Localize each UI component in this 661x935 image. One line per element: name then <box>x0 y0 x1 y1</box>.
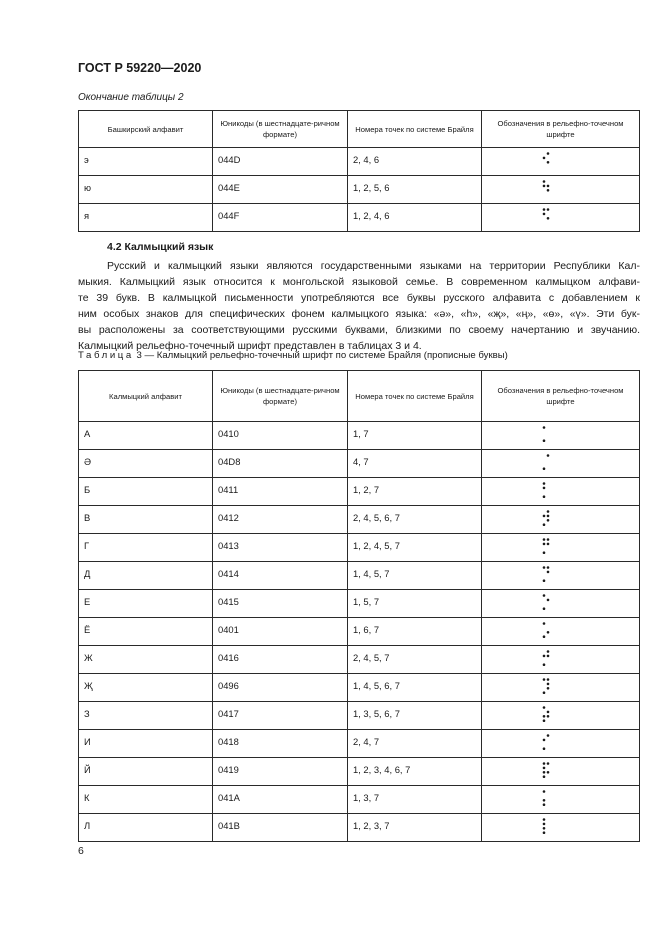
braille-dot <box>547 454 550 457</box>
braille-symbol <box>482 786 639 813</box>
braille-dot <box>547 650 550 653</box>
braille-dot <box>543 827 546 830</box>
letter-cell: Ж <box>79 646 213 674</box>
braille-dot <box>543 185 546 188</box>
braille-dot <box>543 635 546 638</box>
braille-dot <box>547 771 550 774</box>
table2-header-dots: Номера точек по системе Брайля <box>348 111 482 148</box>
braille-dot <box>547 208 550 211</box>
table2-body <box>79 148 640 232</box>
braille-dot <box>543 691 546 694</box>
braille-symbol-cell <box>482 674 640 702</box>
table-row <box>79 562 640 590</box>
braille-dot <box>543 719 546 722</box>
braille-symbol-cell <box>482 422 640 450</box>
letter-cell: я <box>79 204 213 232</box>
braille-dot <box>547 599 550 602</box>
braille-symbol <box>482 422 639 449</box>
braille-dot <box>547 152 550 155</box>
braille-symbol <box>482 674 639 701</box>
braille-cell-icon <box>542 733 554 755</box>
braille-dot <box>543 426 546 429</box>
braille-cell-icon <box>542 593 554 615</box>
table-row <box>79 422 640 450</box>
braille-symbol-cell <box>482 646 640 674</box>
braille-dot <box>543 467 546 470</box>
braille-dot <box>543 495 546 498</box>
braille-dot <box>543 566 546 569</box>
table2-header-alphabet: Башкирский алфавит <box>79 111 213 148</box>
table3-title-text: 3 — Калмыцкий рельефно-точечный шрифт по системе Брайля (прописные буквы) <box>136 350 508 361</box>
braille-symbol-cell <box>482 618 640 646</box>
braille-symbol <box>482 204 639 231</box>
table-row <box>79 814 640 842</box>
braille-cell-icon <box>542 621 554 643</box>
table-3 <box>78 370 640 842</box>
braille-dot <box>547 571 550 574</box>
letter-cell: ю <box>79 176 213 204</box>
unicode-cell: 0418 <box>213 730 348 758</box>
table-row <box>79 674 640 702</box>
dot-numbers-cell: 1, 2, 4, 6 <box>348 204 482 232</box>
unicode-cell: 04D8 <box>213 450 348 478</box>
dot-numbers-cell: 1, 4, 5, 7 <box>348 562 482 590</box>
braille-dot <box>543 790 546 793</box>
braille-dot <box>543 157 546 160</box>
dot-numbers-cell: 1, 2, 7 <box>348 478 482 506</box>
table3-header-dots: Номера точек по системе Брайля <box>348 371 482 422</box>
letter-cell: К <box>79 786 213 814</box>
table-row <box>79 148 640 176</box>
braille-dot <box>543 739 546 742</box>
braille-symbol <box>482 646 639 673</box>
table-row <box>79 646 640 674</box>
paragraph-line: Русский и калмыцкий языки являются государственными языками на территории Республики Кал- <box>107 260 640 272</box>
braille-symbol-cell <box>482 786 640 814</box>
table-row <box>79 534 640 562</box>
table-row <box>79 618 640 646</box>
braille-dot <box>547 631 550 634</box>
braille-dot <box>547 543 550 546</box>
unicode-cell: 0410 <box>213 422 348 450</box>
braille-dot <box>543 180 546 183</box>
braille-dot <box>543 439 546 442</box>
braille-symbol-cell <box>482 814 640 842</box>
table3-header-alphabet: Калмыцкий алфавит <box>79 371 213 422</box>
unicode-cell: 0411 <box>213 478 348 506</box>
table3-header-braille: Обозначения в рельефно-точечном шрифте <box>482 371 640 422</box>
braille-cell-icon <box>542 425 554 447</box>
letter-cell: э <box>79 148 213 176</box>
braille-dot <box>543 771 546 774</box>
braille-symbol <box>482 148 639 175</box>
braille-symbol <box>482 534 639 561</box>
braille-cell-icon <box>542 761 554 783</box>
braille-dot <box>543 799 546 802</box>
paragraph-line: мыкия. Калмыцкий язык относится к монгольской языковой семье. В современном калмыцком алфави- <box>78 276 640 288</box>
unicode-cell: 0413 <box>213 534 348 562</box>
braille-dot <box>543 775 546 778</box>
dot-numbers-cell: 1, 2, 3, 7 <box>348 814 482 842</box>
braille-dot <box>543 663 546 666</box>
braille-dot <box>543 579 546 582</box>
page-number: 6 <box>78 845 84 857</box>
braille-symbol <box>482 618 639 645</box>
braille-dot <box>543 482 546 485</box>
letter-cell: И <box>79 730 213 758</box>
braille-dot <box>547 161 550 164</box>
paragraph-line: Калмыцкий рельефно-точечный шрифт представлен в таблицах 3 и 4. <box>78 340 422 352</box>
dot-numbers-cell: 1, 2, 3, 4, 6, 7 <box>348 758 482 786</box>
table-row <box>79 730 640 758</box>
braille-dot <box>547 515 550 518</box>
braille-dot <box>543 823 546 826</box>
braille-cell-icon <box>542 207 554 229</box>
braille-dot <box>547 687 550 690</box>
braille-dot <box>543 678 546 681</box>
braille-dot <box>543 747 546 750</box>
braille-dot <box>543 487 546 490</box>
braille-cell-icon <box>542 817 554 839</box>
braille-dot <box>543 538 546 541</box>
dot-numbers-cell: 1, 6, 7 <box>348 618 482 646</box>
braille-dot <box>547 185 550 188</box>
table3-header-row <box>79 371 640 422</box>
dot-numbers-cell: 1, 2, 5, 6 <box>348 176 482 204</box>
table2-header-unicode: Юникоды (в шестнадцате-ричном формате) <box>213 111 348 148</box>
letter-cell: Л <box>79 814 213 842</box>
braille-dot <box>543 655 546 658</box>
braille-dot <box>547 538 550 541</box>
table2-header-row <box>79 111 640 148</box>
braille-cell-icon <box>542 179 554 201</box>
braille-dot <box>543 762 546 765</box>
letter-cell: Җ <box>79 674 213 702</box>
unicode-cell: 0412 <box>213 506 348 534</box>
braille-dot <box>543 213 546 216</box>
braille-symbol <box>482 562 639 589</box>
table-row <box>79 478 640 506</box>
unicode-cell: 0414 <box>213 562 348 590</box>
braille-dot <box>547 217 550 220</box>
letter-cell: А <box>79 422 213 450</box>
braille-symbol <box>482 702 639 729</box>
dot-numbers-cell: 2, 4, 6 <box>348 148 482 176</box>
braille-dot <box>547 715 550 718</box>
braille-dot <box>543 594 546 597</box>
table-row <box>79 176 640 204</box>
braille-dot <box>547 683 550 686</box>
braille-cell-icon <box>542 453 554 475</box>
braille-symbol <box>482 730 639 757</box>
braille-dot <box>547 711 550 714</box>
letter-cell: Б <box>79 478 213 506</box>
unicode-cell: 041A <box>213 786 348 814</box>
braille-dot <box>547 678 550 681</box>
braille-cell-icon <box>542 705 554 727</box>
braille-symbol <box>482 176 639 203</box>
table3-title-prefix: Таблица <box>78 350 134 361</box>
table-row <box>79 506 640 534</box>
table-row <box>79 702 640 730</box>
braille-dot <box>547 189 550 192</box>
braille-cell-icon <box>542 565 554 587</box>
braille-symbol-cell <box>482 730 640 758</box>
dot-numbers-cell: 2, 4, 5, 6, 7 <box>348 506 482 534</box>
braille-symbol <box>482 506 639 533</box>
table2-continuation-caption: Окончание таблицы 2 <box>78 92 184 103</box>
dot-numbers-cell: 1, 2, 4, 5, 7 <box>348 534 482 562</box>
table3-header-unicode: Юникоды (в шестнадцате-ричном формате) <box>213 371 348 422</box>
letter-cell: Е <box>79 590 213 618</box>
braille-dot <box>547 566 550 569</box>
braille-dot <box>543 515 546 518</box>
table-row <box>79 204 640 232</box>
letter-cell: Д <box>79 562 213 590</box>
dot-numbers-cell: 1, 3, 7 <box>348 786 482 814</box>
braille-symbol-cell <box>482 176 640 204</box>
braille-dot <box>543 715 546 718</box>
braille-symbol <box>482 478 639 505</box>
braille-cell-icon <box>542 481 554 503</box>
letter-cell: Ә <box>79 450 213 478</box>
braille-symbol <box>482 450 639 477</box>
unicode-cell: 044D <box>213 148 348 176</box>
section-heading: 4.2 Калмыцкий язык <box>107 241 214 253</box>
braille-cell-icon <box>542 151 554 173</box>
unicode-cell: 0417 <box>213 702 348 730</box>
dot-numbers-cell: 1, 3, 5, 6, 7 <box>348 702 482 730</box>
unicode-cell: 0419 <box>213 758 348 786</box>
letter-cell: Й <box>79 758 213 786</box>
braille-symbol-cell <box>482 204 640 232</box>
braille-dot <box>543 523 546 526</box>
braille-symbol-cell <box>482 534 640 562</box>
braille-symbol-cell <box>482 478 640 506</box>
dot-numbers-cell: 2, 4, 5, 7 <box>348 646 482 674</box>
braille-cell-icon <box>542 649 554 671</box>
braille-symbol <box>482 814 639 841</box>
unicode-cell: 041B <box>213 814 348 842</box>
braille-cell-icon <box>542 537 554 559</box>
unicode-cell: 0496 <box>213 674 348 702</box>
braille-dot <box>543 622 546 625</box>
letter-cell: Г <box>79 534 213 562</box>
braille-symbol <box>482 590 639 617</box>
braille-symbol <box>482 758 639 785</box>
table3-title <box>78 350 508 361</box>
table-row <box>79 786 640 814</box>
table-2-end <box>78 110 640 232</box>
braille-dot <box>543 607 546 610</box>
dot-numbers-cell: 1, 5, 7 <box>348 590 482 618</box>
braille-symbol-cell <box>482 702 640 730</box>
braille-dot <box>543 818 546 821</box>
unicode-cell: 0401 <box>213 618 348 646</box>
braille-symbol-cell <box>482 758 640 786</box>
table-row <box>79 758 640 786</box>
table-row <box>79 590 640 618</box>
braille-dot <box>543 831 546 834</box>
dot-numbers-cell: 4, 7 <box>348 450 482 478</box>
braille-dot <box>543 767 546 770</box>
braille-cell-icon <box>542 509 554 531</box>
braille-dot <box>547 519 550 522</box>
unicode-cell: 0416 <box>213 646 348 674</box>
braille-dot <box>547 510 550 513</box>
letter-cell: З <box>79 702 213 730</box>
braille-dot <box>543 208 546 211</box>
table2-header-braille: Обозначения в рельефно-точечном шрифте <box>482 111 640 148</box>
braille-dot <box>543 803 546 806</box>
letter-cell: В <box>79 506 213 534</box>
braille-dot <box>547 655 550 658</box>
braille-dot <box>543 706 546 709</box>
dot-numbers-cell: 1, 7 <box>348 422 482 450</box>
table3-body <box>79 422 640 842</box>
braille-symbol-cell <box>482 590 640 618</box>
dot-numbers-cell: 1, 4, 5, 6, 7 <box>348 674 482 702</box>
braille-cell-icon <box>542 789 554 811</box>
braille-symbol-cell <box>482 450 640 478</box>
braille-dot <box>547 762 550 765</box>
dot-numbers-cell: 2, 4, 7 <box>348 730 482 758</box>
unicode-cell: 044E <box>213 176 348 204</box>
paragraph-line: те 39 букв. В калмыцкой письменности употребляются все буквы русского алфавита с добавлением к <box>78 292 640 304</box>
braille-dot <box>547 734 550 737</box>
unicode-cell: 044F <box>213 204 348 232</box>
section-paragraph <box>78 258 640 354</box>
braille-dot <box>543 551 546 554</box>
braille-symbol-cell <box>482 562 640 590</box>
unicode-cell: 0415 <box>213 590 348 618</box>
braille-cell-icon <box>542 677 554 699</box>
braille-symbol-cell <box>482 148 640 176</box>
braille-dot <box>543 543 546 546</box>
paragraph-line: ним особых знаков для специфических фонем калмыцкого языка: «ә», «һ», «җ», «ң», «ө», «ү». Эти бук- <box>78 308 640 320</box>
letter-cell: Ё <box>79 618 213 646</box>
page-header-doc-id: ГОСТ Р 59220—2020 <box>78 61 202 75</box>
braille-symbol-cell <box>482 506 640 534</box>
paragraph-line: вы расположены за соответствующими русскими буквами, близкими по своему начертанию и звучанию. <box>78 324 640 336</box>
table-row <box>79 450 640 478</box>
